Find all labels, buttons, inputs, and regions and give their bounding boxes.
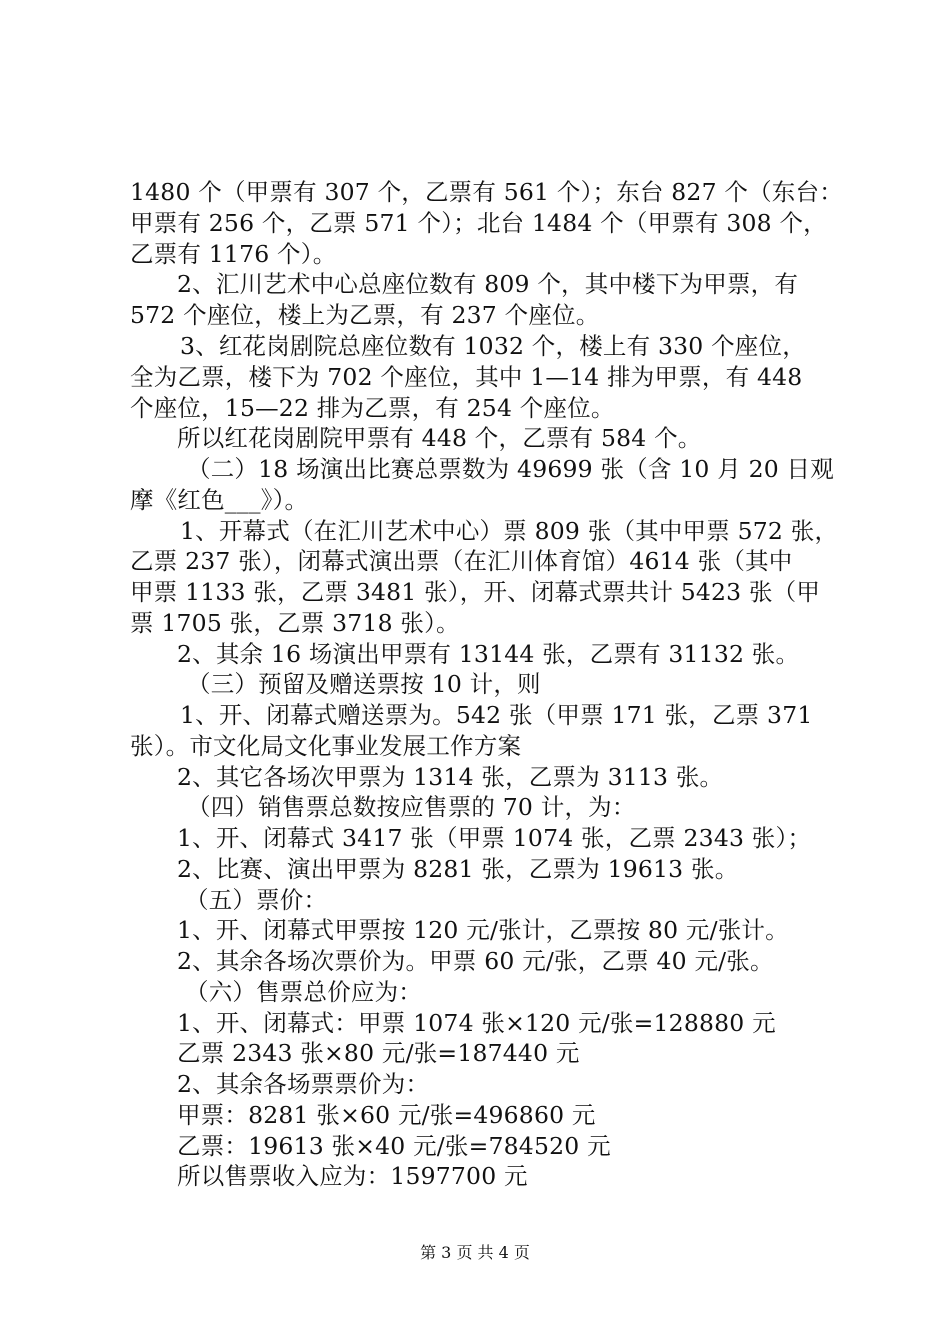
text-line-11: 摩《红色___》）。 (130, 486, 309, 514)
text-line-27: （六）售票总价应为： (185, 978, 422, 1006)
text-line-30: 2、其余各场票票价为： (177, 1070, 430, 1098)
text-line-31: 甲票：8281 张×60 元/张=496860 元 (177, 1101, 596, 1129)
text-line-28: 1、开、闭幕式：甲票 1074 张×120 元/张=128880 元 (177, 1009, 776, 1037)
text-line-8: 个座位，15—22 排为乙票，有 254 个座位。 (130, 394, 615, 422)
text-line-16: 2、其余 16 场演出甲票有 13144 张，乙票有 31132 张。 (177, 640, 800, 668)
text-line-1: 1480 个（甲票有 307 个，乙票有 561 个）；东台 827 个（东台： (130, 178, 843, 206)
text-line-12: 1、开幕式（在汇川艺术中心）票 809 张（其中甲票 572 张， (180, 517, 839, 545)
text-line-14: 甲票 1133 张，乙票 3481 张），开、闭幕式票共计 5423 张（甲 (130, 578, 821, 606)
text-line-32: 乙票：19613 张×40 元/张=784520 元 (177, 1132, 611, 1160)
text-line-21: （四）销售票总数按应售票的 70 计，为： (187, 793, 636, 821)
text-line-22: 1、开、闭幕式 3417 张（甲票 1074 张，乙票 2343 张）； (177, 824, 812, 852)
text-line-2: 甲票有 256 个，乙票 571 个）；北台 1484 个（甲票有 308 个， (130, 209, 827, 237)
text-line-13: 乙票 237 张），闭幕式演出票（在汇川体育馆）4614 张（其中 (130, 547, 793, 575)
text-line-26: 2、其余各场次票价为。甲票 60 元/张，乙票 40 元/张。 (177, 947, 774, 975)
text-line-29: 乙票 2343 张×80 元/张=187440 元 (177, 1039, 580, 1067)
text-line-6: 3、红花岗剧院总座位数有 1032 个，楼上有 330 个座位， (180, 332, 806, 360)
text-line-20: 2、其它各场次甲票为 1314 张，乙票为 3113 张。 (177, 763, 724, 791)
text-line-5: 572 个座位，楼上为乙票，有 237 个座位。 (130, 301, 600, 329)
text-line-10: （二）18 场演出比赛总票数为 49699 张（含 10 月 20 日观 (187, 455, 834, 483)
text-line-9: 所以红花岗剧院甲票有 448 个，乙票有 584 个。 (177, 424, 702, 452)
text-line-17: （三）预留及赠送票按 10 计，则 (187, 670, 541, 698)
text-line-7: 全为乙票，楼下为 702 个座位，其中 1—14 排为甲票，有 448 (130, 363, 803, 391)
text-line-15: 票 1705 张，乙票 3718 张）。 (130, 609, 460, 637)
text-line-24: （五）票价： (185, 886, 328, 914)
text-line-19: 张）。市文化局文化事业发展工作方案 (130, 732, 522, 760)
text-line-4: 2、汇川艺术中心总座位数有 809 个，其中楼下为甲票，有 (177, 270, 799, 298)
text-line-25: 1、开、闭幕式甲票按 120 元/张计，乙票按 80 元/张计。 (177, 916, 789, 944)
text-line-33: 所以售票收入应为：1597700 元 (177, 1162, 528, 1190)
text-line-23: 2、比赛、演出甲票为 8281 张，乙票为 19613 张。 (177, 855, 739, 883)
text-line-18: 1、开、闭幕式赠送票为。542 张（甲票 171 张，乙票 371 (180, 701, 813, 729)
text-line-3: 乙票有 1176 个）。 (130, 240, 337, 268)
page-number-footer: 第 3 页 共 4 页 (420, 1243, 530, 1262)
